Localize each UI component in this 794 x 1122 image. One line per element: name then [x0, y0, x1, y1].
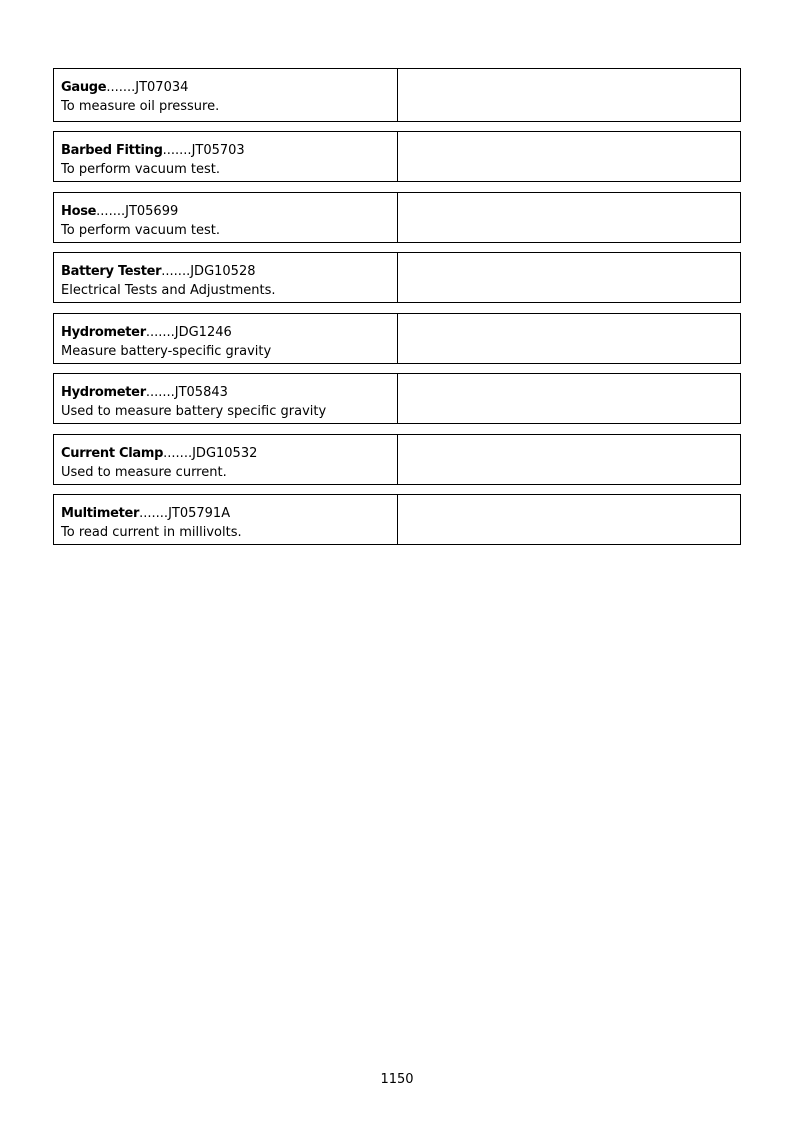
- dot-leader: .......: [145, 385, 175, 400]
- tool-box: [53, 252, 741, 303]
- tool-part-number: JDG10528: [190, 264, 256, 279]
- dot-leader: .......: [96, 203, 126, 219]
- tool-name: Hydrometer: [61, 324, 146, 340]
- tool-image-cell: [398, 132, 740, 181]
- tool-image-cell: [398, 374, 740, 423]
- tool-name: Current Clamp: [61, 445, 164, 461]
- tool-box: [53, 434, 741, 485]
- tool-part-number: JT05791A: [168, 506, 231, 521]
- page-number: 1150: [380, 1072, 414, 1087]
- tool-box: [53, 192, 741, 243]
- tool-name: Barbed Fitting: [61, 143, 163, 158]
- dot-leader: .......: [145, 324, 175, 340]
- tool-image-cell: [398, 253, 740, 302]
- tool-part-number: JT05843: [174, 385, 228, 400]
- tool-part-number: JT05703: [191, 143, 245, 158]
- tool-part-number: JDG10532: [192, 445, 258, 461]
- tool-info-cell: [54, 314, 398, 363]
- dot-leader: .......: [162, 143, 192, 158]
- tool-image-cell: [398, 69, 740, 121]
- tool-box: [53, 131, 741, 182]
- tool-image-cell: [398, 314, 740, 363]
- tool-box: [53, 68, 741, 122]
- tool-part-number: JT05699: [125, 203, 179, 219]
- tool-info-cell: [54, 253, 398, 302]
- tool-image-cell: [398, 495, 740, 544]
- tool-list: [53, 68, 741, 555]
- tool-purpose: To perform vacuum test.: [61, 162, 221, 177]
- tool-purpose: Used to measure battery specific gravity: [61, 404, 327, 419]
- tool-name: Hydrometer: [61, 385, 146, 400]
- tool-part-number: JDG1246: [174, 324, 232, 340]
- tool-part-number: JT07034: [135, 80, 189, 95]
- dot-leader: .......: [139, 506, 169, 521]
- tool-image-cell: [398, 193, 740, 242]
- dot-leader: .......: [106, 80, 136, 95]
- tool-name: Multimeter: [61, 506, 140, 521]
- tool-box: [53, 373, 741, 424]
- dot-leader: .......: [161, 264, 191, 279]
- tool-name: Gauge: [61, 80, 107, 95]
- tool-purpose: To perform vacuum test.: [61, 222, 221, 238]
- dot-leader: .......: [163, 445, 193, 461]
- tool-purpose: To read current in millivolts.: [61, 525, 242, 540]
- tool-name: Battery Tester: [61, 264, 162, 279]
- tool-purpose: Measure battery-specific gravity: [61, 343, 272, 359]
- tool-image-cell: [398, 435, 740, 484]
- tool-info-cell: [54, 435, 398, 484]
- tool-box: [53, 494, 741, 545]
- tool-info-cell: [54, 495, 398, 544]
- tool-info-cell: [54, 69, 398, 121]
- tool-purpose: To measure oil pressure.: [61, 99, 220, 114]
- tool-info-cell: [54, 374, 398, 423]
- tool-purpose: Electrical Tests and Adjustments.: [61, 283, 276, 298]
- tool-box: [53, 313, 741, 364]
- tool-purpose: Used to measure current.: [61, 464, 227, 480]
- tool-info-cell: [54, 132, 398, 181]
- tool-name: Hose: [61, 203, 97, 219]
- tool-info-cell: [54, 193, 398, 242]
